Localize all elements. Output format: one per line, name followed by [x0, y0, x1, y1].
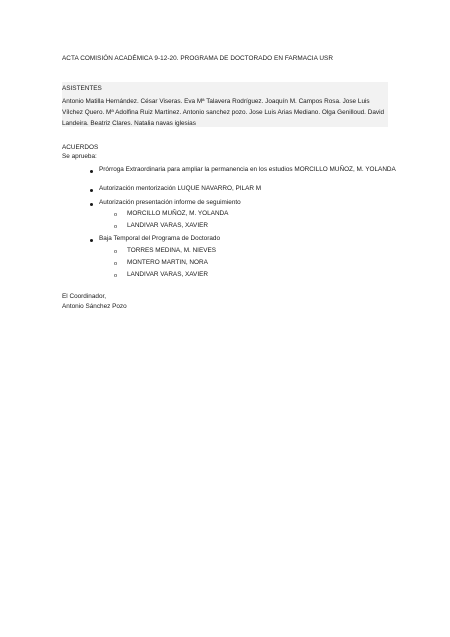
signature-name: Antonio Sánchez Pozo	[62, 303, 127, 310]
agreements-intro: Se aprueba:	[62, 153, 97, 160]
agreements-heading: ACUERDOS	[62, 144, 99, 151]
agreement-item-text: Baja Temporal del Programa de Doctorado	[99, 235, 221, 242]
bullet-icon	[90, 189, 93, 192]
agreement-subitem-text: LANDIVAR VARAS, XAVIER	[127, 271, 208, 278]
circle-bullet-icon: o	[114, 261, 118, 267]
signature-block	[62, 292, 127, 312]
circle-bullet-icon: o	[114, 212, 118, 218]
bullet-icon	[90, 203, 93, 206]
agreement-subitem-text: MORCILLO MUÑOZ, M. YOLANDA	[127, 210, 229, 217]
document-title: ACTA COMISIÓN ACADÉMICA 9-12-20. PROGRAMA DE DOCTORADO EN FARMACIA USR	[62, 55, 334, 62]
circle-bullet-icon: o	[114, 224, 118, 230]
circle-bullet-icon: o	[114, 273, 118, 279]
agreement-subitem-text: TORRES MEDINA, M. NIEVES	[127, 247, 217, 254]
attendees-heading: ASISTENTES	[62, 85, 102, 92]
agreement-item-text: Autorización presentación informe de seguimiento	[99, 199, 241, 206]
bullet-icon	[90, 170, 93, 173]
agreement-subitem-text: MONTERO MARTIN, NORA	[127, 259, 208, 266]
agreement-item-text: Autorización mentorización LUQUE NAVARRO, PILAR M	[99, 185, 262, 192]
agreement-item-text: Prórroga Extraordinaria para ampliar la permanencia en los estudios MORCILLO MUÑOZ, M. YOLANDA	[99, 166, 396, 173]
circle-bullet-icon: o	[114, 249, 118, 255]
attendees-list: Antonio Matilla Hernández. César Viseras. Eva Mª Talavera Rodríguez. Joaquín M. Campos Rosa. Jose Luis Vílchez Quero. Mª Adolfina Ruiz Martínez. Antonio sanchez pozo. Jose Luis Arias Mediano. Olga Genilloud. David Landeira. Beatriz Clares. Natalia navas iglesias	[62, 98, 385, 127]
agreement-subitem-text: LANDIVAR VARAS, XAVIER	[127, 222, 208, 229]
bullet-icon	[90, 239, 93, 242]
signature-role: El Coordinador,	[62, 293, 107, 300]
